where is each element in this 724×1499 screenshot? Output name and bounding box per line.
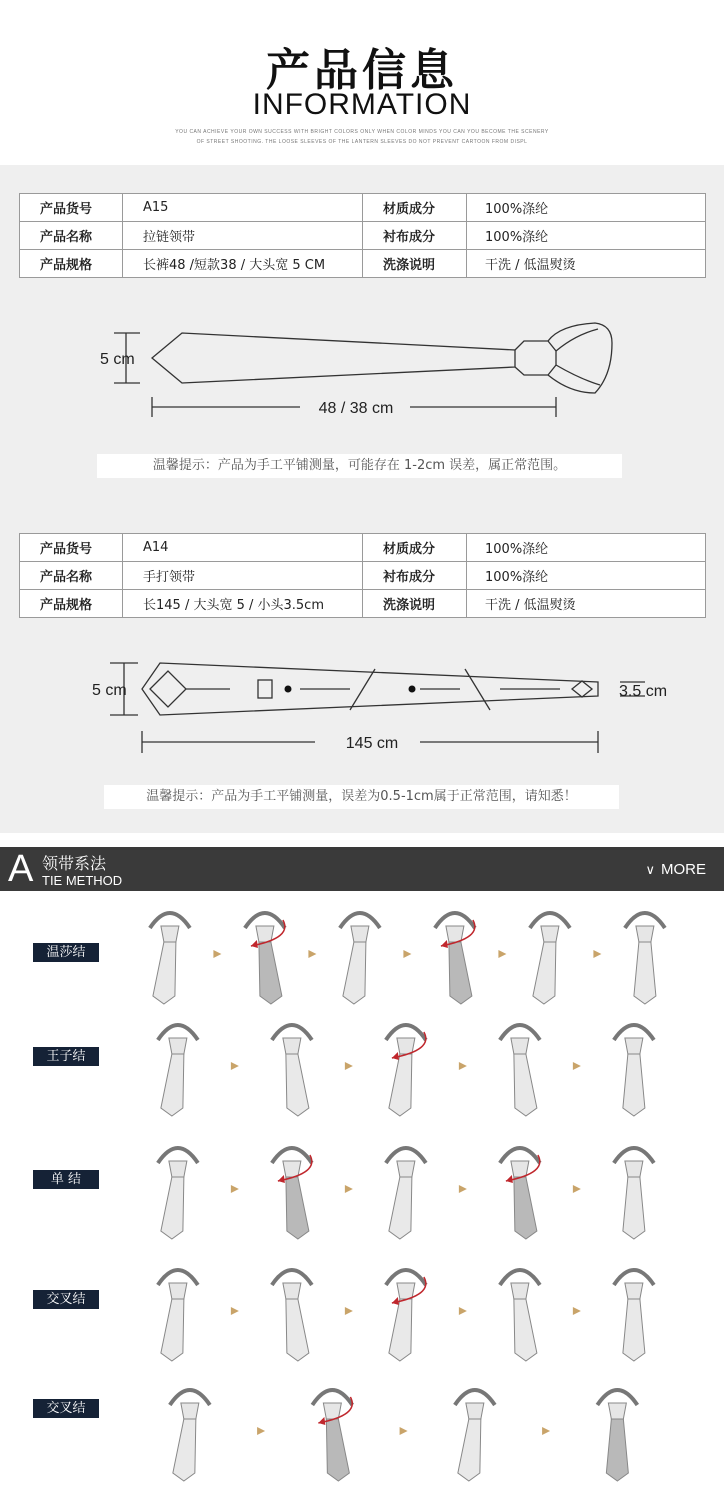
tie-zipper-loop [548,323,612,393]
spec-table-a15 [19,193,706,278]
tie-blade [634,942,656,1004]
tie-zipper-inner [556,329,600,385]
spec-key: 产品规格 [20,590,123,618]
spec-value: A14 [123,534,363,562]
spec-key: 产品名称 [20,222,123,250]
table-row [20,194,706,222]
tie-blade [161,1054,184,1116]
red-arrow-head [392,1052,399,1060]
tie-step-illustration [386,1148,426,1239]
step-arrow-icon [593,950,601,958]
tie-step-illustration [597,1390,637,1481]
tie-knot [541,926,559,942]
tie-knot [608,1403,626,1419]
spec-key: 洗涤说明 [363,250,467,278]
tie-blade [259,942,282,1004]
section-title-cn: 领带系法 [42,854,107,873]
tie-small-tip [572,681,592,697]
method-steps [130,1375,700,1485]
spec-key: 产品名称 [20,562,123,590]
method-label: 单 结 [33,1170,99,1189]
tie-step-illustration [340,913,380,1004]
section-letter: A [8,848,34,890]
length-label: 145 cm [345,735,399,752]
tie-blade [533,942,556,1004]
tie-blade [173,1419,196,1481]
tie-step-illustration [272,1025,312,1116]
method-steps [130,1010,700,1120]
spec-value: 长裤48 /短款38 / 大头宽 5 CM [123,250,363,278]
tie-blade [343,942,366,1004]
tie-step-illustration [272,1270,312,1361]
step-arrow-icon [345,1307,353,1315]
spec-key: 洗涤说明 [363,590,467,618]
spec-key: 产品货号 [20,194,123,222]
tie-method-header [0,847,724,891]
tie-blade [514,1054,537,1116]
tie-blade [389,1299,412,1361]
spec-value: 100%涤纶 [467,562,706,590]
table-row [20,590,706,618]
step-arrow-icon [573,1185,581,1193]
tie-fold-line [465,669,490,710]
tie-blade [514,1177,537,1239]
step-arrow-icon [403,950,411,958]
tie-blade [286,1054,309,1116]
tie-blade [153,942,176,1004]
width-label: 5 cm [92,682,127,699]
spec-key: 产品规格 [20,250,123,278]
tie-blade [286,1299,309,1361]
tagline-line-1: YOU CAN ACHIEVE YOUR OWN SUCCESS WITH BRIGHT COLORS ONLY WHEN COLOR MINDS YOU CAN YOU BECOME THE SCENERY [175,129,549,135]
width-label: 5 cm [100,351,135,368]
tie-outline [152,333,515,383]
tie-step-illustration [386,1270,426,1361]
method-row-simple [0,1133,724,1243]
info-header [0,0,724,165]
step-arrow-icon [231,1062,239,1070]
table-row [20,222,706,250]
tie-label-loop [258,680,272,698]
tie-fold-line [350,669,375,710]
method-label: 交叉结 [33,1399,99,1418]
step-arrow-icon [308,950,316,958]
tie-blade [389,1054,412,1116]
tie-step-illustration [158,1148,198,1239]
step-arrow-icon [542,1427,550,1435]
tie-step-illustration [500,1148,540,1239]
step-arrow-icon [231,1185,239,1193]
tie-step-illustration [455,1390,495,1481]
spec-value: 拉链领带 [123,222,363,250]
step-arrow-icon [573,1062,581,1070]
tip-width-label: 3.5 cm [619,683,668,700]
tie-step-illustration [150,913,190,1004]
step-arrow-icon [459,1062,467,1070]
spec-key: 材质成分 [363,194,467,222]
tie-knot [397,1161,415,1177]
tie-step-illustration [625,913,665,1004]
spec-key: 衬布成分 [363,562,467,590]
chevron-down-icon: ∨ [645,862,655,877]
tie-blade [606,1419,628,1481]
method-row-windsor [0,898,724,1008]
measurement-note: 温馨提示：产品为手工平铺测量，可能存在 1-2cm 误差，属正常范围。 [97,454,622,478]
red-arrow-head [278,1175,285,1183]
spec-key: 产品货号 [20,534,123,562]
spec-value: 干洗 / 低温熨烫 [467,250,706,278]
table-row [20,250,706,278]
tie-dot [409,686,416,693]
spec-table-a14 [19,533,706,618]
tagline-line-2: OF STREET SHOOTING. THE LOOSE SLEEVES OF THE LANTERN SLEEVES DO NOT PREVENT CARTOON FROM DISPL [196,139,528,145]
tie-knot [466,1403,484,1419]
tie-blade [458,1419,481,1481]
step-arrow-icon [400,1427,408,1435]
method-row-cross-2 [0,1375,724,1485]
step-arrow-icon [345,1185,353,1193]
tie-knot [511,1038,529,1054]
tie-blade [389,1177,412,1239]
tie-knot [169,1161,187,1177]
method-steps [130,1133,700,1243]
tie-knot [169,1038,187,1054]
page-subtitle: INFORMATION [252,88,472,121]
tie-tip-diamond [150,671,186,707]
tie-blade [449,942,472,1004]
tie-knot [625,1038,643,1054]
spec-value: 100%涤纶 [467,222,706,250]
tie-knot [515,341,556,375]
tie-step-illustration [500,1270,540,1361]
tie-knot [625,1283,643,1299]
zipper-tie-diagram [0,315,724,425]
tie-blade [623,1299,645,1361]
tie-step-illustration [272,1148,312,1239]
method-row-cross [0,1255,724,1365]
table-row [20,534,706,562]
tie-knot [283,1038,301,1054]
method-steps [130,898,700,1008]
step-arrow-icon [257,1427,265,1435]
step-arrow-icon [498,950,506,958]
red-arrow-head [441,940,448,948]
spec-value: 100%涤纶 [467,194,706,222]
tie-step-illustration [170,1390,210,1481]
step-arrow-icon [345,1062,353,1070]
method-label: 温莎结 [33,943,99,962]
red-arrow-head [251,940,258,948]
table-row [20,562,706,590]
tie-step-illustration [435,913,475,1004]
tie-step-illustration [500,1025,540,1116]
more-label: MORE [661,861,706,878]
tie-blade [326,1419,349,1481]
tie-blade [623,1054,645,1116]
tie-knot [625,1161,643,1177]
tie-step-illustration [386,1025,426,1116]
red-arrow-head [392,1297,399,1305]
tie-knot [511,1283,529,1299]
tie-step-illustration [158,1025,198,1116]
tie-blade [161,1177,184,1239]
tie-step-illustration [312,1390,352,1481]
step-arrow-icon [213,950,221,958]
tie-step-illustration [530,913,570,1004]
step-arrow-icon [573,1307,581,1315]
red-arrow-head [318,1417,325,1425]
step-arrow-icon [231,1307,239,1315]
tie-knot [181,1403,199,1419]
tie-knot [351,926,369,942]
spec-value: 长145 / 大头宽 5 / 小头3.5cm [123,590,363,618]
method-label: 交叉结 [33,1290,99,1309]
tie-knot [169,1283,187,1299]
product-info-panel [0,165,724,833]
red-arrow-head [506,1175,513,1183]
measurement-note: 温馨提示：产品为手工平铺测量，误差为0.5-1cm属于正常范围，请知悉！ [104,785,619,809]
tie-step-illustration [614,1148,654,1239]
section-title-en: TIE METHOD [42,873,123,888]
method-steps [130,1255,700,1365]
page-title: 产品信息 [266,45,458,96]
tie-knot [636,926,654,942]
tie-knot [161,926,179,942]
tie-step-illustration [158,1270,198,1361]
tie-blade [161,1299,184,1361]
tie-blade [623,1177,645,1239]
hand-tie-diagram [0,645,724,760]
step-arrow-icon [459,1307,467,1315]
spec-value: A15 [123,194,363,222]
method-row-prince [0,1010,724,1120]
tie-step-illustration [245,913,285,1004]
spec-key: 衬布成分 [363,222,467,250]
step-arrow-icon [459,1185,467,1193]
more-link[interactable] [645,861,706,878]
tie-knot [283,1283,301,1299]
tie-dot [285,686,292,693]
spec-value: 100%涤纶 [467,534,706,562]
length-label: 48 / 38 cm [318,400,394,417]
tie-blade [286,1177,309,1239]
method-label: 王子结 [33,1047,99,1066]
spec-value: 手打领带 [123,562,363,590]
tie-blade [514,1299,537,1361]
tie-step-illustration [614,1270,654,1361]
spec-value: 干洗 / 低温熨烫 [467,590,706,618]
tie-step-illustration [614,1025,654,1116]
spec-key: 材质成分 [363,534,467,562]
